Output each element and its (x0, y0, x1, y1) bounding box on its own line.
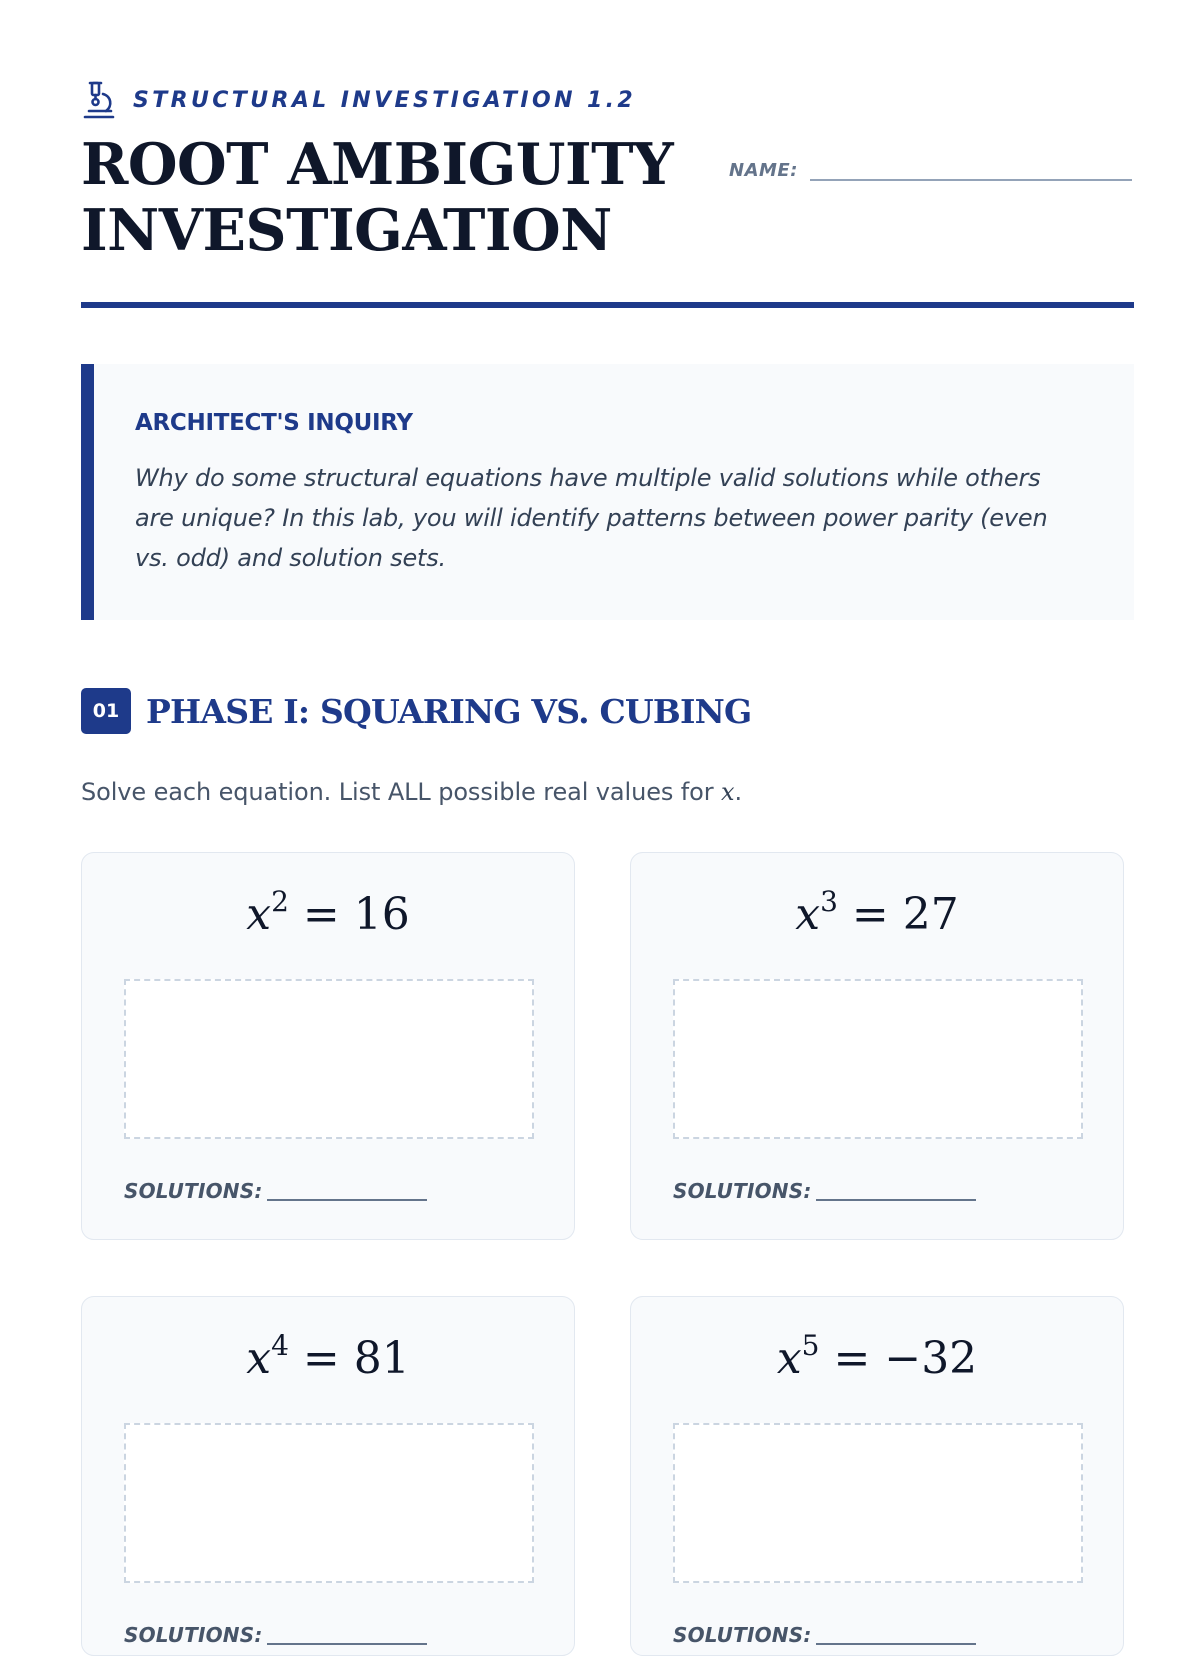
phase-instruction (81, 778, 742, 806)
equation-variable: x (776, 1333, 802, 1384)
solutions-field (673, 1623, 976, 1647)
problem-card (630, 852, 1124, 1240)
equation-rhs: = 27 (851, 889, 959, 940)
work-area[interactable] (673, 979, 1083, 1139)
work-area[interactable] (124, 1423, 534, 1583)
solutions-input-line[interactable] (267, 1627, 427, 1645)
work-area[interactable] (673, 1423, 1083, 1583)
solutions-field (124, 1179, 427, 1203)
title-line-1: ROOT AMBIGUITY (81, 131, 674, 198)
solutions-label: SOLUTIONS: (673, 1179, 812, 1203)
phase-heading (81, 688, 751, 734)
name-field (729, 160, 1132, 181)
name-label: NAME: (729, 160, 798, 181)
equation (82, 885, 574, 940)
solutions-label: SOLUTIONS: (124, 1623, 263, 1647)
name-input-line[interactable] (810, 161, 1132, 181)
equation (82, 1329, 574, 1384)
equation (631, 1329, 1123, 1384)
inquiry-box (81, 364, 1134, 620)
problem-card (630, 1296, 1124, 1656)
equation-exponent: 3 (820, 885, 838, 918)
instruction-text: Solve each equation. List ALL possible real values for (81, 778, 722, 806)
phase-number-badge: 01 (81, 688, 131, 734)
work-area[interactable] (124, 979, 534, 1139)
equation-exponent: 4 (271, 1329, 289, 1362)
equation-exponent: 2 (271, 885, 289, 918)
solutions-label: SOLUTIONS: (124, 1179, 263, 1203)
equation (631, 885, 1123, 940)
solutions-field (124, 1623, 427, 1647)
solutions-label: SOLUTIONS: (673, 1623, 812, 1647)
solutions-field (673, 1179, 976, 1203)
instruction-variable: x (721, 778, 735, 806)
kicker (81, 78, 1134, 122)
investigation-kicker: STRUCTURAL INVESTIGATION 1.2 (133, 87, 637, 113)
solutions-input-line[interactable] (816, 1627, 976, 1645)
equation-variable: x (795, 889, 821, 940)
inquiry-title: ARCHITECT'S INQUIRY (135, 410, 413, 436)
equation-variable: x (246, 889, 272, 940)
problem-card (81, 1296, 575, 1656)
equation-rhs: = 81 (302, 1333, 410, 1384)
equation-rhs: = −32 (833, 1333, 978, 1384)
title-line-2: INVESTIGATION (81, 197, 612, 264)
microscope-icon (81, 80, 117, 120)
solutions-input-line[interactable] (267, 1183, 427, 1201)
header-divider (81, 302, 1134, 308)
equation-variable: x (246, 1333, 272, 1384)
page-title (81, 132, 701, 264)
problem-card (81, 852, 575, 1240)
equation-rhs: = 16 (302, 889, 410, 940)
phase-title: PHASE I: SQUARING VS. CUBING (146, 691, 752, 731)
equation-exponent: 5 (801, 1329, 820, 1362)
inquiry-text: Why do some structural equations have multiple valid solutions while others are unique? In this lab, you will identify patterns between power parity (even vs. odd) and solution sets. (135, 464, 1048, 572)
solutions-input-line[interactable] (816, 1183, 976, 1201)
instruction-period: . (734, 778, 742, 806)
